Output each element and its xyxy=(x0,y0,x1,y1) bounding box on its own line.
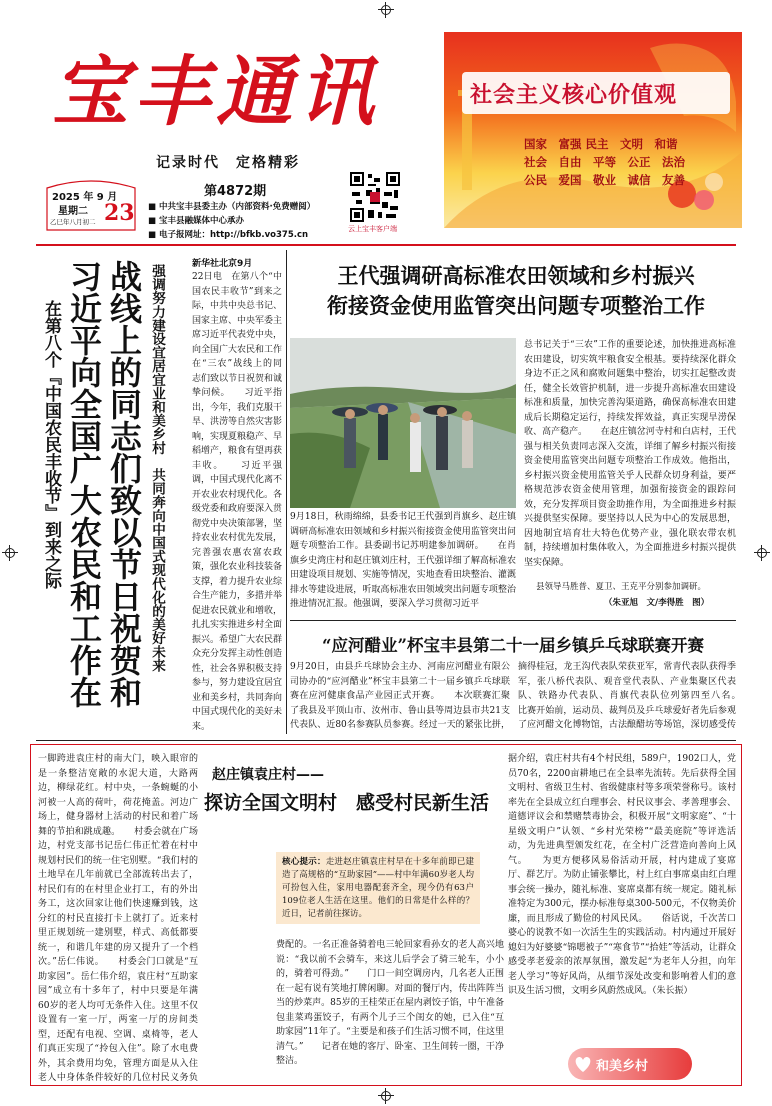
lead-body: 22日电 在第八个“中国农民丰收节”到来之际，中共中央总书记、国家主席、中央军委主席习近平代表党中央，向全国广大农民和工作在“三农”战线上的同志们致以节日祝贺和诚挚问候。 习近平指出，今年，我们克服干旱、洪涝等自然灾害影响，实现夏粮稳产、早稻增产，粮食有望再获丰收。 习近平强调，中国式现代化离不开农业农村现代化。各级党委和政府要深入贯彻党中央决策部署，坚持农业农村优先发展，完善强农惠农富农政策，强化农业科技装备支撑，着力提升农业综合生产能力，多措并举促进农民就业和增收，扎扎实实推进乡村全面振兴。希望广大农民群众充分发挥主动性创造性，社会各界积极支持参与，努力建设宜居宜业和美乡村，共同奔向中国式现代化的美好未来。 xyxy=(192,272,282,732)
article1-title-line1: 王代强调研高标准农田领域和乡村振兴 xyxy=(337,263,695,288)
values-row-1: 国家 富强 民主 文明 和谐 xyxy=(524,137,678,151)
date-lunar: 乙巳年八月初二 xyxy=(50,218,96,226)
article1-body: 总书记关于“三农”工作的重要论述，加快推进高标准农田建设，切实筑牢粮食安全根基。要持续深化群众身边不正之风和腐败问题集中整治，切实扛起整改责任，健全长效管护机制，进一步提升高标准农田建设标准和质量，加快完善沟渠道路，确保高标准农田建成后长期稳定运行，持续发挥效益，真正实现旱涝保收、高产稳产。 在赵庄镇岔河寺村和白店村，王代强与相关负责同志深入交流，详细了解乡村振兴衔接资金使用监管突出问题专项整治工作成效。他指出，乡村振兴资金使用监管关乎人民群众切身利益，要严格规范涉农资金使用管理，加强衔接资金的跟踪问效，充分发挥项目资金助推作用，为全面推进乡村振兴提供坚实保障。要坚持以人民为中心的发展思想，因地制宜培育壮大特色优势产业，强化联农带农机制，持续增加村集体收入，为全面推进乡村振兴提供坚实保障。 xyxy=(524,340,736,568)
feature-title: 探访全国文明村 感受村民新生活 xyxy=(204,792,490,814)
lead-subhead-right: 强调努力建设宜居宜业和美乡村 共同奔向中国式现代化的美好未来 xyxy=(149,264,165,672)
heart-icon xyxy=(572,1054,594,1074)
registration-mark-bottom xyxy=(378,1088,394,1104)
lead-headline-col2: 战线上的同志们致以节日祝贺和 xyxy=(105,260,143,708)
date-day: 23 xyxy=(104,200,135,226)
lead-headline-col1: 习近平向全国广大农民和工作在 xyxy=(65,260,103,708)
qr-code-icon xyxy=(350,172,400,222)
banner-decoration xyxy=(444,32,742,228)
registration-mark-top xyxy=(378,2,394,18)
masthead-info-3: ■ 电子报网址：http://bfkb.vo375.cn xyxy=(148,230,309,240)
article2-body-left: 9月20日，由县乒乓球协会主办、河南应河醋业有限公司协办的“应河醋业”杯宝丰县第二十一届乡镇乒乓球联赛在应河健康食品产业园正式开赛。 本次联赛汇聚了我县及平顶山市、汝州市、鲁山县等周边县市共21支代表队、近80名参赛队员参赛。经过一天的紧张比拼， xyxy=(290,662,510,730)
article1-caption: 9月18日，秋雨绵绵，县委书记王代强到肖旗乡、赵庄镇调研高标准农田领域和乡村振兴衔接资金使用监管突出问题专项整治工作。县委副书记苏明建参加调研。 在肖旗乡史湾庄村和赵庄镇刘庄村，王代强详细了解高标准农田建设项目规划、实施等情况，实地查看田块整治、灌溉排水等建设进展，听取高标准农田领域突出问题专项整治推进情况汇报。他强调，要深入学习贯彻习近平 xyxy=(290,512,516,609)
masthead xyxy=(36,28,736,244)
article1-byline: 县领导马胜普、夏卫、王克平分别参加调研。 xyxy=(536,582,707,592)
feature-summary-label: 核心提示： xyxy=(282,857,326,867)
masthead-info-1: ■ 中共宝丰县委主办（内部资料·免费赠阅） xyxy=(148,202,316,212)
values-row-3: 公民 爱国 敬业 诚信 友善 xyxy=(524,173,685,187)
masthead-info-2: ■ 宝丰县融媒体中心承办 xyxy=(148,216,244,226)
article1-title-line2: 衔接资金使用监管突出问题专项整治工作 xyxy=(327,293,705,318)
date-month: 2025 年 9 月 xyxy=(52,192,118,203)
section-divider xyxy=(36,740,736,741)
core-values-banner xyxy=(444,32,742,228)
feature-kicker: 赵庄镇袁庄村—— xyxy=(212,767,324,783)
feature-summary-box xyxy=(276,852,480,924)
feature-badge xyxy=(568,1048,692,1080)
registration-mark-left xyxy=(2,545,18,561)
slogan: 记录时代 定格精彩 xyxy=(156,155,300,171)
issue-number: 第4872期 xyxy=(204,184,267,199)
masthead-divider xyxy=(36,244,736,246)
article-divider xyxy=(290,620,736,621)
values-row-2: 社会 自由 平等 公正 法治 xyxy=(524,155,685,169)
article2-title: “应河醋业”杯宝丰县第二十一届乡镇乒乓球联赛开赛 xyxy=(322,636,704,655)
article2-body-right: 摘得桂冠，龙王沟代表队荣获亚军，常青代表队获得季军，张八桥代表队、观音堂代表队、产业集聚区代表队、铁路办代表队、肖旗代表队位列第四至八名。 比赛开始前，运动员、裁判员及乒乓球爱好者先后参观了应河醋文化博物馆，古法酿醋坊等场馆，深切感受传 xyxy=(518,662,736,730)
feature-col3: 据介绍，袁庄村共有4个村民组，589户，1902口人，党员70名，2200亩耕地已在全县率先流转。先后获得全国文明村、省级卫生村、省级健康村等多项荣誉称号。该村率先在全县成立红白理事会、村民议事会、孝善理事会、道德评议会和禁赌禁毒协会，积极开展“文明家庭”、“十星级文明户”认领、“乡村光荣榜”“最美庭院”等评选活动，为先进典型颁发红花，在全村广泛营造向善向上风气。 为更方便移风易俗活动开展，村内建成了宴席厅、群艺厅。为防止铺张攀比，村上红白事席桌由红白理事会统一操办，随礼标准、宴席桌都有统一规定。随礼标准特定为300元，摆办标准每桌300-500元，不仅物美价廉，而且形成了勤俭的村风民风。 俗话说，千次苦口婆心的说教不如一次活生生的实践活动。村内通过开展好媳妇为好婆婆“锦嗯被子”“寒食节”“拾娃”等活动，让群众感受孝老爱亲的浓厚氛围，激发起“为老年人分担，向年老人学习”等好风尚，从细节深处改变和影响着人们的意识及生活习惯，文明乡风蔚然成风。（朱长振） xyxy=(508,754,736,996)
registration-mark-right xyxy=(754,545,770,561)
feature-badge-label: 和美乡村 xyxy=(596,1059,649,1074)
qr-caption: 云上宝丰客户端 xyxy=(348,225,397,233)
lead-dateline: 新华社北京9月 xyxy=(192,259,253,269)
newspaper-title: 宝丰通讯 xyxy=(52,47,380,136)
article1-credit: （朱亚旭 文/李得胜 图） xyxy=(604,598,710,608)
feature-summary-text: 走进赵庄镇袁庄村早在十多年前即已建造了高规格的“互助家园”——村中年满60岁老人均可扮包入住，家用电器配套齐全，现今仍有63户109位老人生活在这里。他们的日常是什么样的？近日，记者前往探访。 xyxy=(282,857,474,919)
feature-col1: 一脚跨进袁庄村的南大门，映入眼帘的是一条整洁宽敞的水泥大道，大路两边，柳绿花红。村中央，一条蜿蜒的小河被一人高的荷叶，荷花掩盖。河边广场上，健身器材上活动的村民和着广场舞的节拍和跳成趣。 村委会就在广场边，村党支部书记岳仁伟正忙着在村中规划村民们的统一住宅别墅。“我们村的土地早在几年前就已全部流转出去了，村民们有的在村里企业打工，有的外出务工，这次回家让他们快速赚到钱，这分红的村民直接打卡上就打了。近来村里正规划统一建别墅，样式、高低都要统一，和谐几年建的房又提升了一个档次。”岳仁伟说。 村委会门口就是“互助家园”。岳仁伟介绍，袁庄村“互助家园”成立有十多年了，村中只要是年满60岁的老人均可无条件入住。这里不仅设置有一室一厅，两室一厅的房间类型，还配有电视、空调、桌椅等，老人们真正实现了“拎包入住”。除了水电费外，其余费用均免，管理方面是从入住老人中身体条件较好的几位村民义务负 xyxy=(38,754,198,1082)
article1-photo xyxy=(290,338,516,508)
lead-vertical-divider xyxy=(286,250,287,734)
feature-summary xyxy=(282,856,474,920)
values-title: 社会主义核心价值观 xyxy=(470,82,678,108)
feature-col2: 费配的。一名正准备骑着电三轮回家看孙女的老人高兴地说：“我以前不会骑车，来这儿后学会了骑三轮车，小小的，骑着可得劲。” 门口一间空调房内，几名老人正围在一起有说有笑地打牌闲聊。对面的餐厅内，传出阵阵当当的炒菜声。85岁的王桂荣正在屋内剥饺子馅，中午准备包韭菜鸡蛋饺子，有两个儿子三个闺女的她，已入住“互助家园”11年了。“主要是和孩子们生活习惯不同，住这里清气。” 记者在她的客厅、卧室、卫生间转一圈，干净整洁。 xyxy=(276,940,504,1066)
date-block xyxy=(44,176,138,234)
date-weekday: 星期二 xyxy=(58,206,88,217)
lead-subhead-left: 在第八个『中国农民丰收节』到来之际 xyxy=(41,300,61,589)
